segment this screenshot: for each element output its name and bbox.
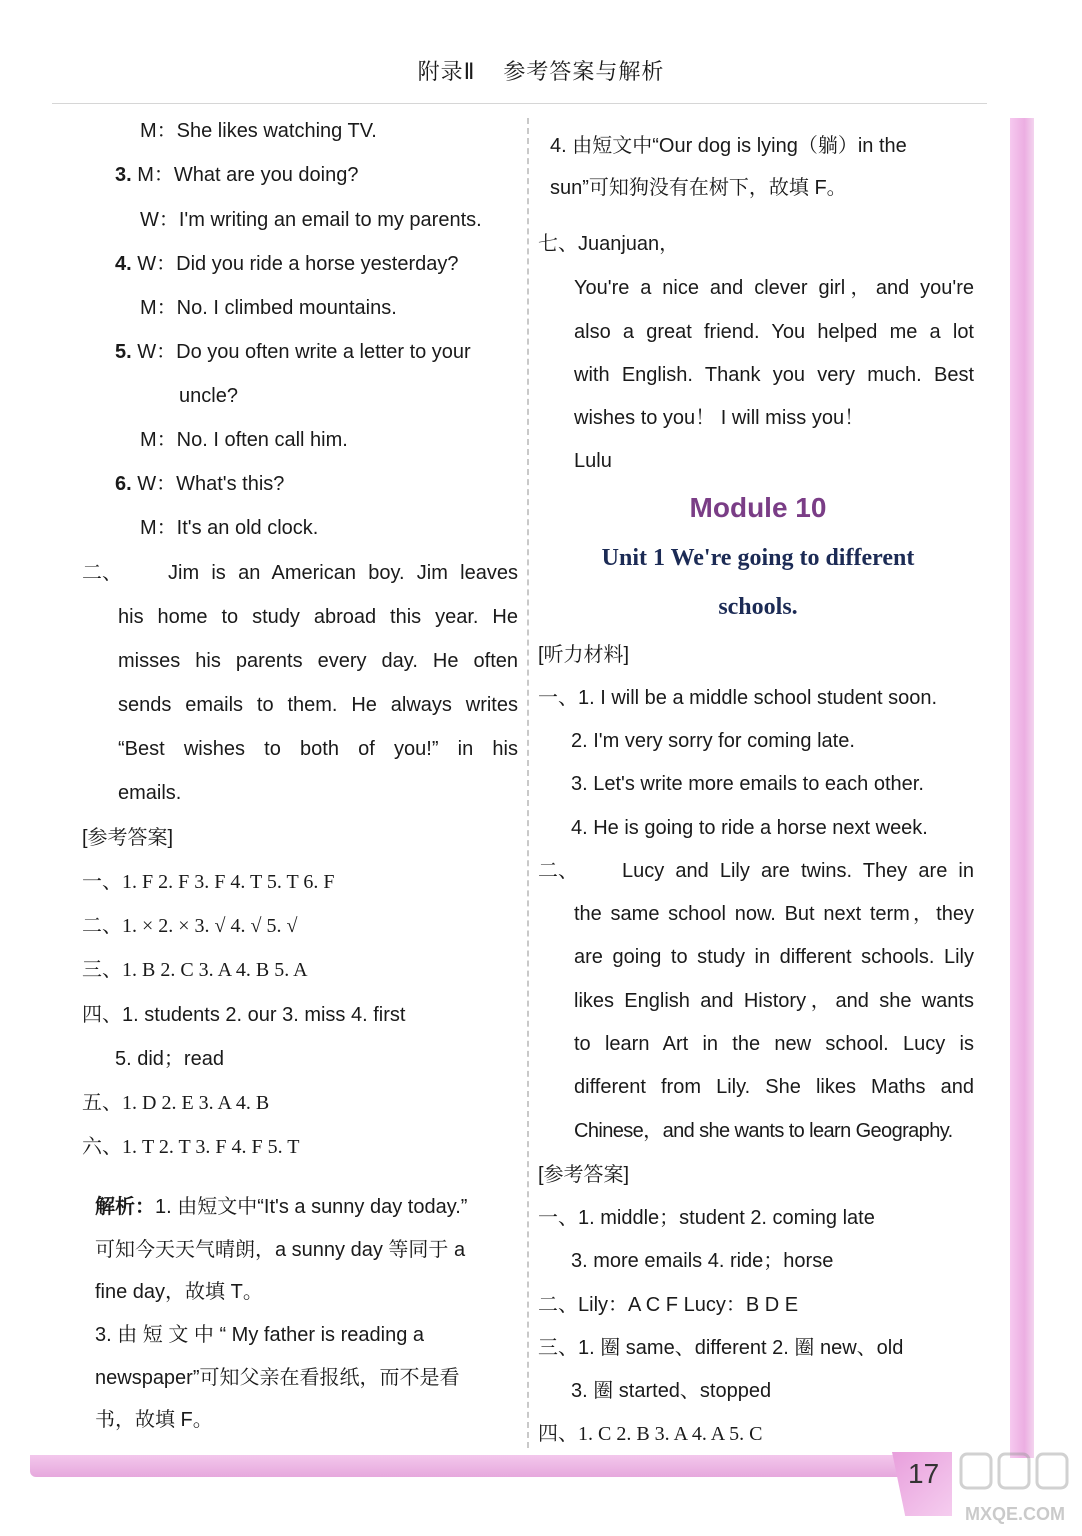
passage-line: his home to study abroad this year. He xyxy=(118,606,518,628)
decorative-bottom-band xyxy=(30,1455,910,1477)
answer-line: 3. more emails 4. ride；horse xyxy=(571,1250,834,1272)
answer-line: 3. 圈 started、stopped xyxy=(571,1380,772,1402)
dialogue-line: W：Do you often write a letter to your xyxy=(137,341,471,363)
watermark-logo xyxy=(955,1446,1075,1530)
listening-line: 4. He is going to ride a horse next week. xyxy=(571,817,928,839)
explanation-line: 可知今天天气晴朗，a sunny day 等同于 a xyxy=(95,1239,466,1261)
dialogue-line: W：I'm writing an email to my parents. xyxy=(140,209,482,231)
letter-line: also a great friend. You helped me a lot xyxy=(574,321,974,343)
explanation-line: 4. 由短文中“Our dog is lying（躺）in the xyxy=(550,135,907,157)
passage-line: misses his parents every day. He often xyxy=(118,650,518,672)
dialogue-line: W：What's this? xyxy=(137,473,285,495)
answer-line: 5. did；read xyxy=(115,1048,224,1070)
item-number: 4. xyxy=(115,253,132,275)
letter-line: wishes to you！ I will miss you！ xyxy=(574,407,865,429)
passage-line: different from Lily. She likes Maths and xyxy=(574,1076,974,1098)
section-marker: 二、 xyxy=(82,562,122,584)
answer-line: 一、1. F 2. F 3. F 4. T 5. T 6. F xyxy=(82,871,335,893)
passage-line: Lucy and Lily are twins. They are in xyxy=(622,860,974,882)
dialogue-line: M：She likes watching TV. xyxy=(140,120,377,142)
decorative-side-band xyxy=(1010,118,1034,1458)
letter-greeting: 七、Juanjuan， xyxy=(538,233,680,255)
passage-line: to learn Art in the new school. Lucy is xyxy=(574,1033,974,1055)
answer-line: 二、Lily：A C F Lucy：B D E xyxy=(538,1294,799,1316)
dialogue-line: M：No. I climbed mountains. xyxy=(140,297,397,319)
dialogue-line: M：It's an old clock. xyxy=(140,517,319,539)
watermark-text: MXQE.COM xyxy=(964,1504,1066,1524)
passage-line: Chinese，and she wants to learn Geography. xyxy=(574,1120,953,1142)
listening-line: 1. I will be a middle school student soon. xyxy=(578,687,938,709)
header-title: 参考答案与解析 xyxy=(503,59,665,84)
answer-line: 六、1. T 2. T 3. F 4. F 5. T xyxy=(82,1136,300,1158)
explanation-line: 3. 由 短 文 中 “ My father is reading a xyxy=(95,1324,424,1346)
explanation-line: 1. 由短文中“It's a sunny day today.” xyxy=(155,1196,468,1218)
explanation-line: sun”可知狗没有在树下，故填 F。 xyxy=(550,177,847,199)
passage-line: are going to study in different schools. Lily xyxy=(574,946,974,968)
header-rule xyxy=(52,103,987,104)
listening-heading: [听力材料] xyxy=(538,644,630,666)
passage-line: likes English and History，and she wants xyxy=(574,990,974,1012)
dialogue-line: M：What are you doing? xyxy=(137,164,359,186)
section-marker: 一、 xyxy=(538,687,578,709)
dialogue-line: M：No. I often call him. xyxy=(140,429,348,451)
answer-line: 三、1. B 2. C 3. A 4. B 5. A xyxy=(82,959,308,981)
answer-heading: [参考答案] xyxy=(538,1164,630,1186)
item-number: 6. xyxy=(115,473,132,495)
dialogue-line: W：Did you ride a horse yesterday? xyxy=(137,253,459,275)
letter-line: with English. Thank you very much. Best xyxy=(574,364,974,386)
dialogue-line: uncle? xyxy=(179,385,238,407)
answer-line: 一、1. middle；student 2. coming late xyxy=(538,1207,875,1229)
page-number: 17 xyxy=(908,1458,940,1489)
passage-line: the same school now. But next term，they xyxy=(574,903,974,925)
item-number: 3. xyxy=(115,164,132,186)
answer-line: 五、1. D 2. E 3. A 4. B xyxy=(82,1092,270,1114)
unit-title: Unit 1 We're going to different xyxy=(601,545,915,571)
passage-line: sends emails to them. He always writes xyxy=(118,694,518,716)
passage-line: emails. xyxy=(118,782,182,804)
explanation-line: newspaper”可知父亲在看报纸，而不是看 xyxy=(95,1367,460,1389)
listening-line: 2. I'm very sorry for coming late. xyxy=(571,730,855,752)
module-title: Module 10 xyxy=(689,492,827,523)
answer-line: 二、1. × 2. × 3. √ 4. √ 5. √ xyxy=(82,915,298,937)
explanation-line: fine day，故填 T。 xyxy=(95,1281,263,1303)
passage-line: “Best wishes to both of you!” in his xyxy=(118,738,518,760)
section-marker: 二、 xyxy=(538,860,578,882)
answer-line: 四、1. students 2. our 3. miss 4. first xyxy=(82,1004,406,1026)
answer-line: 三、1. 圈 same、different 2. 圈 new、old xyxy=(538,1337,904,1359)
listening-line: 3. Let's write more emails to each other. xyxy=(571,773,924,795)
unit-title-continued: schools. xyxy=(718,594,798,620)
passage-line: Jim is an American boy. Jim leaves xyxy=(168,562,518,584)
item-number: 5. xyxy=(115,341,132,363)
header-part: 附录Ⅱ xyxy=(417,59,476,84)
explanation-label: 解析： xyxy=(95,1196,155,1218)
answer-heading: [参考答案] xyxy=(82,827,174,849)
answer-line: 四、1. C 2. B 3. A 4. A 5. C xyxy=(538,1423,763,1445)
page-header xyxy=(0,55,1082,86)
letter-signature: Lulu xyxy=(574,450,612,472)
explanation-line: 书，故填 F。 xyxy=(95,1409,213,1431)
column-divider xyxy=(527,118,529,1448)
letter-line: You're a nice and clever girl，and you're xyxy=(574,277,974,299)
